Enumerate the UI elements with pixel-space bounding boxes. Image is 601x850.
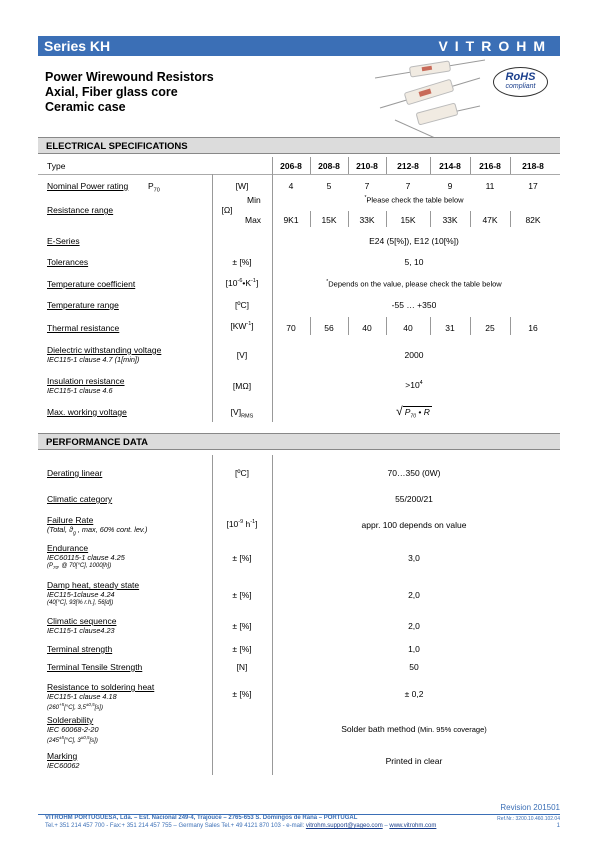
- sol-sub2-exp1: ±5: [59, 735, 64, 740]
- col-sep: [348, 157, 349, 174]
- tc-note-text: Depends on the value, please check the table below: [328, 279, 502, 289]
- power-206-8: 4: [288, 181, 294, 191]
- failure-sub-sub: g: [73, 530, 76, 537]
- fr-unit-mid: h: [243, 519, 251, 529]
- temp-range-unit: [ºC]: [235, 300, 249, 310]
- sh-sub2-post: [s]): [94, 705, 103, 711]
- sh-sub2-pre: (260: [47, 705, 60, 711]
- resistance-min-note: [272, 195, 556, 205]
- terminal-strength-label: Terminal strength: [47, 644, 113, 654]
- thermal-resistance-unit: [212, 321, 272, 331]
- type-206-8: 206-8: [280, 161, 302, 171]
- failure-rate-label: Failure Rate: [47, 515, 94, 525]
- rohs-text: RoHS: [505, 71, 536, 83]
- solderability-value: [272, 724, 556, 734]
- col-sep: [348, 211, 349, 227]
- damp-heat-sub2: (40[°C], 93[% r.h.], 56[d]): [47, 600, 114, 606]
- terminal-tensile-label: Terminal Tensile Strength: [47, 662, 143, 672]
- tc-unit-exp2: -1: [251, 278, 256, 285]
- formula-p-sub: 70: [410, 413, 416, 420]
- resistance-max-212-8: 15K: [400, 215, 416, 225]
- thermal-212-8: 40: [403, 323, 413, 333]
- col-sep: [386, 157, 387, 174]
- tc-unit-post: ]: [255, 278, 259, 288]
- footer-contacts: [45, 823, 436, 829]
- climatic-sequence-unit: ± [%]: [232, 621, 252, 631]
- contacts-sep: –: [382, 823, 390, 829]
- max-voltage-formula: [272, 404, 556, 420]
- col-sep: [310, 317, 311, 335]
- contacts-text: Tel.+ 351 214 457 700 - Fax:+ 351 214 457 755 – Germany Sales Tel.+ 49 4121 870 103 - e-mail:: [45, 823, 306, 829]
- failure-rate-value: appr. 100 depends on value: [361, 520, 467, 530]
- resistance-max-206-8: 9K1: [283, 215, 299, 225]
- thermal-218-8: 16: [528, 323, 538, 333]
- temp-coefficient-unit: [212, 278, 272, 288]
- title-line-3: Ceramic case: [45, 100, 126, 114]
- failure-rate-sub: [47, 525, 148, 536]
- resistance-max-216-8: 47K: [482, 215, 498, 225]
- thermal-214-8: 31: [445, 323, 455, 333]
- resistance-min-note-text: Please check the table below: [366, 195, 464, 205]
- climatic-sequence-label: Climatic sequence: [47, 616, 117, 626]
- resistance-range-label: Resistance range: [47, 205, 114, 215]
- rohs-badge: [493, 67, 548, 97]
- resistance-max-label: Max: [245, 215, 262, 225]
- e-series-label: E-Series: [47, 236, 80, 246]
- product-photo: [375, 58, 485, 138]
- endurance-unit: ± [%]: [232, 553, 252, 563]
- revision: Revision 201501: [500, 803, 560, 812]
- resistance-min-label: Min: [247, 195, 261, 205]
- insulation-value-exp: 4: [419, 380, 423, 387]
- power-214-8: 9: [447, 181, 453, 191]
- rohs-compliant-text: compliant: [505, 83, 536, 90]
- fr-unit-exp1: -9: [238, 519, 244, 526]
- damp-heat-label: Damp heat, steady state: [47, 580, 140, 590]
- col-sep: [510, 317, 511, 335]
- brand-logo: VITROHM: [438, 38, 552, 54]
- power-216-8: 11: [485, 181, 495, 191]
- thermal-resistance-label: Thermal resistance: [47, 323, 120, 333]
- endurance-sub: IEC60115-1 clause 4.25: [47, 553, 125, 562]
- thermal-unit-exp: -1: [246, 321, 252, 328]
- formula-r: • R: [418, 407, 430, 417]
- perf-unit-col-left-line: [212, 455, 213, 775]
- terminal-tensile-value: 50: [409, 662, 419, 672]
- soldering-heat-unit: ± [%]: [232, 689, 252, 699]
- solderability-value-note: (Min. 95% coverage): [415, 725, 487, 734]
- col-sep: [470, 211, 471, 227]
- sol-sub2-exp2: ±0,5: [80, 735, 90, 740]
- sh-sub2-exp1: +5: [59, 702, 65, 707]
- type-214-8: 214-8: [439, 161, 461, 171]
- tc-unit-pre: [10: [225, 278, 238, 288]
- power-208-8: 5: [326, 181, 332, 191]
- performance-data-heading: PERFORMANCE DATA: [38, 433, 560, 450]
- marking-value: Printed in clear: [385, 756, 443, 766]
- col-sep: [510, 157, 511, 174]
- sol-sub2-pre: (245: [47, 738, 60, 744]
- power-212-8: 7: [405, 181, 411, 191]
- thermal-unit-post: ]: [251, 321, 254, 331]
- power-218-8: 17: [528, 181, 538, 191]
- terminal-tensile-unit: [N]: [236, 662, 248, 672]
- dielectric-unit: [V]: [236, 350, 248, 360]
- insulation-value-text: >10: [405, 380, 420, 390]
- col-sep: [470, 157, 471, 174]
- end-sub2-pre: (P: [47, 563, 53, 569]
- col-sep: [386, 317, 387, 335]
- terminal-strength-value: 1,0: [408, 644, 420, 654]
- solderability-sub2: [47, 735, 98, 744]
- sol-sub2-mid: [°C], 3: [64, 738, 81, 744]
- col-sep: [348, 317, 349, 335]
- endurance-value: 3,0: [408, 553, 420, 563]
- solderability-value-text: Solder bath method: [341, 724, 416, 734]
- col-sep: [430, 317, 431, 335]
- company-address: VITROHM PORTUGUESA, Lda. – Est. Nacional 249-4, Trajouce – 2765-653 S. Domingos de Rana – PORTUGAL: [45, 815, 358, 821]
- derating-unit: [ºC]: [235, 468, 249, 478]
- climatic-sequence-sub: IEC115-1 clause4.23: [47, 626, 115, 635]
- max-voltage-unit-v: [V]: [230, 407, 242, 417]
- col-sep: [272, 157, 273, 174]
- endurance-label: Endurance: [47, 543, 89, 553]
- dielectric-label: Dielectric withstanding voltage: [47, 345, 162, 355]
- product-title: [45, 70, 214, 115]
- resistor-3: [395, 103, 480, 138]
- power-symbol: [148, 181, 160, 194]
- col-sep: [470, 317, 471, 335]
- fr-unit-post: ]: [255, 519, 258, 529]
- derating-value: 70…350 (0W): [387, 468, 441, 478]
- sh-sub2-mid: [°C], 3,5: [64, 705, 86, 711]
- tolerances-value: 5, 10: [404, 257, 424, 267]
- formula-p: P: [404, 407, 411, 417]
- terminal-strength-unit: ± [%]: [232, 644, 252, 654]
- failure-sub-pre: (Total, ϑ: [47, 525, 74, 534]
- resistor-2: [380, 78, 480, 108]
- temp-range-label: Temperature range: [47, 300, 119, 310]
- thermal-208-8: 56: [324, 323, 334, 333]
- soldering-heat-value: ± 0,2: [404, 689, 424, 699]
- tc-unit-exp1: -6: [237, 278, 243, 285]
- type-label: Type: [47, 161, 66, 171]
- insulation-sub: IEC115-1 clause 4.6: [47, 386, 113, 395]
- climatic-sequence-value: 2,0: [408, 621, 420, 631]
- dielectric-sub: IEC115-1 clause 4.7 (1[min]): [47, 355, 140, 364]
- max-voltage-unit: [212, 407, 272, 420]
- climatic-category-label: Climatic category: [47, 494, 113, 504]
- sol-sub2-post: [s]): [89, 738, 98, 744]
- col-sep: [430, 211, 431, 227]
- type-row-divider: [38, 174, 560, 175]
- website-link[interactable]: www.vitrohm.com: [389, 823, 437, 829]
- temp-coefficient-note: [272, 279, 556, 289]
- sqrt-radicand: [403, 406, 432, 420]
- end-sub2-post: , @ 70[°C], 1000[h]): [58, 563, 112, 569]
- marking-sub: IEC60062: [47, 761, 80, 770]
- col-sep: [386, 211, 387, 227]
- series-title: Series KH: [44, 38, 111, 54]
- damp-heat-unit: ± [%]: [232, 590, 252, 600]
- resistance-max-218-8: 82K: [525, 215, 541, 225]
- header-bar: [38, 36, 560, 56]
- damp-heat-value: 2,0: [408, 590, 420, 600]
- resistor-1: [375, 60, 485, 78]
- power-symbol-sub: 70: [153, 187, 160, 194]
- dielectric-value: 2000: [404, 350, 424, 360]
- reference-number: Ref.Nr.: 3200.10.460.102.04: [497, 816, 560, 822]
- page-number: 1: [556, 823, 560, 829]
- e-series-value: E24 (5[%]), E12 (10[%]): [369, 236, 459, 246]
- thermal-210-8: 40: [362, 323, 372, 333]
- electrical-specifications-heading: ELECTRICAL SPECIFICATIONS: [38, 137, 560, 154]
- power-symbol-p: P: [148, 181, 154, 191]
- max-voltage-label: Max. working voltage: [47, 407, 127, 417]
- value-col-left-line: [272, 174, 273, 422]
- temp-range-value: -55 … +350: [391, 300, 437, 310]
- unit-col-left-line: [212, 174, 213, 422]
- fr-unit-pre: [10: [226, 519, 239, 529]
- failure-rate-unit: [212, 519, 272, 529]
- soldering-heat-label: Resistance to soldering heat: [47, 682, 155, 692]
- col-sep: [430, 157, 431, 174]
- soldering-heat-sub2: [47, 702, 103, 711]
- thermal-216-8: 25: [485, 323, 495, 333]
- derating-label: Derating linear: [47, 468, 103, 478]
- tc-unit-mid: •K: [242, 278, 252, 288]
- insulation-value: [272, 380, 556, 390]
- insulation-unit: [MΩ]: [232, 381, 252, 391]
- resistance-max-208-8: 15K: [321, 215, 337, 225]
- type-212-8: 212-8: [397, 161, 419, 171]
- power-210-8: 7: [364, 181, 370, 191]
- type-208-8: 208-8: [318, 161, 340, 171]
- max-voltage-unit-sub: RMS: [241, 413, 254, 420]
- col-sep: [510, 211, 511, 227]
- title-line-2: Axial, Fiber glass core: [45, 85, 178, 99]
- resistance-max-214-8: 33K: [442, 215, 458, 225]
- soldering-heat-sub: IEC115-1 clause 4.18: [47, 692, 117, 701]
- resistance-max-210-8: 33K: [359, 215, 375, 225]
- sqrt-symbol: √: [396, 404, 403, 418]
- resistance-min-star: *: [364, 195, 367, 201]
- insulation-label: Insulation resistance: [47, 376, 125, 386]
- type-216-8: 216-8: [479, 161, 501, 171]
- endurance-sub2: [47, 563, 111, 570]
- marking-label: Marking: [47, 751, 78, 761]
- damp-heat-sub: IEC115-1clause 4.24: [47, 590, 115, 599]
- solderability-sub: IEC 60068-2-20: [47, 725, 99, 734]
- solderability-label: Solderability: [47, 715, 94, 725]
- thermal-206-8: 70: [286, 323, 296, 333]
- email-link[interactable]: vitrohm.support@yageo.com: [305, 823, 383, 829]
- type-210-8: 210-8: [356, 161, 378, 171]
- climatic-category-value: 55/200/21: [395, 494, 433, 504]
- fr-unit-exp2: -1: [250, 519, 256, 526]
- power-unit: [W]: [235, 181, 249, 191]
- power-rating-text: Nominal Power rating: [47, 181, 129, 191]
- resistance-unit: [Ω]: [221, 205, 233, 215]
- type-218-8: 218-8: [522, 161, 544, 171]
- sh-sub2-exp2: ±0,5: [85, 702, 95, 707]
- temp-coefficient-label: Temperature coefficient: [47, 279, 136, 289]
- col-sep: [310, 157, 311, 174]
- thermal-unit-pre: [KW: [230, 321, 247, 331]
- title-line-1: Power Wirewound Resistors: [45, 70, 214, 84]
- end-sub2-sub: 70: [53, 565, 59, 571]
- tolerances-label: Tolerances: [47, 257, 89, 267]
- tolerances-unit: ± [%]: [232, 257, 252, 267]
- failure-sub-post: , max, 60% cont. lev.): [75, 525, 148, 534]
- tc-star: *: [326, 279, 329, 285]
- power-rating-label: [47, 181, 128, 191]
- col-sep: [310, 211, 311, 227]
